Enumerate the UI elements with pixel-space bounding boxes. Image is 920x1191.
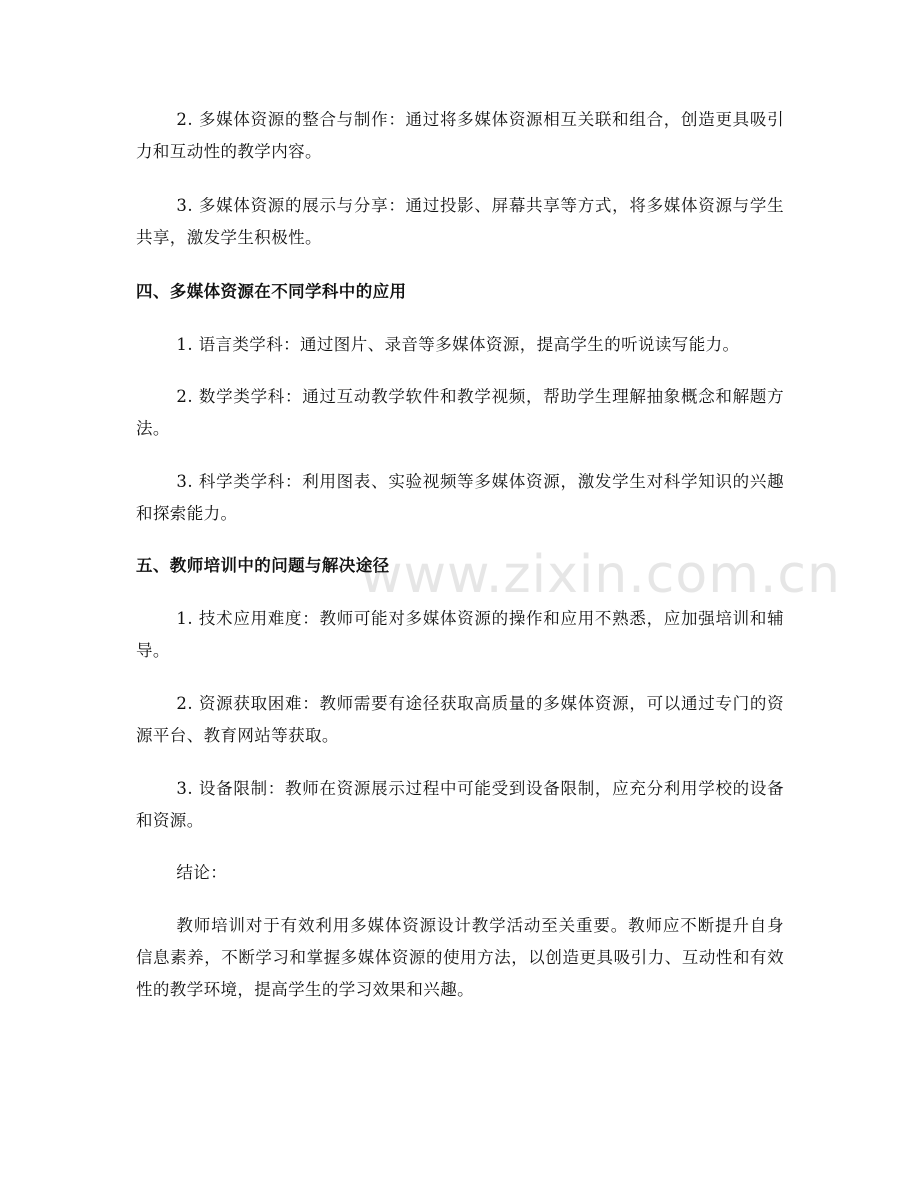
watermark: www.zixin.com.cn [360, 545, 841, 605]
section4-item-3: 3. 科学类学科：利用图表、实验视频等多媒体资源，激发学生对科学知识的兴趣和探索能力。 [136, 472, 784, 523]
section3-item-3: 3. 多媒体资源的展示与分享：通过投影、屏幕共享等方式，将多媒体资源与学生共享，激发学生积极性。 [136, 196, 784, 247]
section5-item-1: 1. 技术应用难度：教师可能对多媒体资源的操作和应用不熟悉，应加强培训和辅导。 [136, 609, 784, 660]
section5-item-2: 2. 资源获取困难：教师需要有途径获取高质量的多媒体资源，可以通过专门的资源平台、教育网站等获取。 [136, 694, 784, 745]
conclusion-label: 结论： [176, 863, 228, 882]
section5-item-3: 3. 设备限制：教师在资源展示过程中可能受到设备限制，应充分利用学校的设备和资源。 [136, 779, 784, 830]
section3-item-2: 2. 多媒体资源的整合与制作：通过将多媒体资源相互关联和组合，创造更具吸引力和互动性的教学内容。 [136, 110, 784, 161]
conclusion-text: 教师培训对于有效利用多媒体资源设计教学活动至关重要。教师应不断提升自身信息素养，不断学习和掌握多媒体资源的使用方法，以创造更具吸引力、互动性和有效性的教学环境，提高学生的学习效果和兴趣。 [136, 916, 784, 999]
section4-heading: 四、多媒体资源在不同学科中的应用 [136, 282, 407, 301]
section4-item-2: 2. 数学类学科：通过互动教学软件和教学视频，帮助学生理解抽象概念和解题方法。 [136, 387, 784, 438]
section4-item-1: 1. 语言类学科：通过图片、录音等多媒体资源，提高学生的听说读写能力。 [176, 335, 740, 354]
section5-heading: 五、教师培训中的问题与解决途径 [136, 556, 390, 575]
